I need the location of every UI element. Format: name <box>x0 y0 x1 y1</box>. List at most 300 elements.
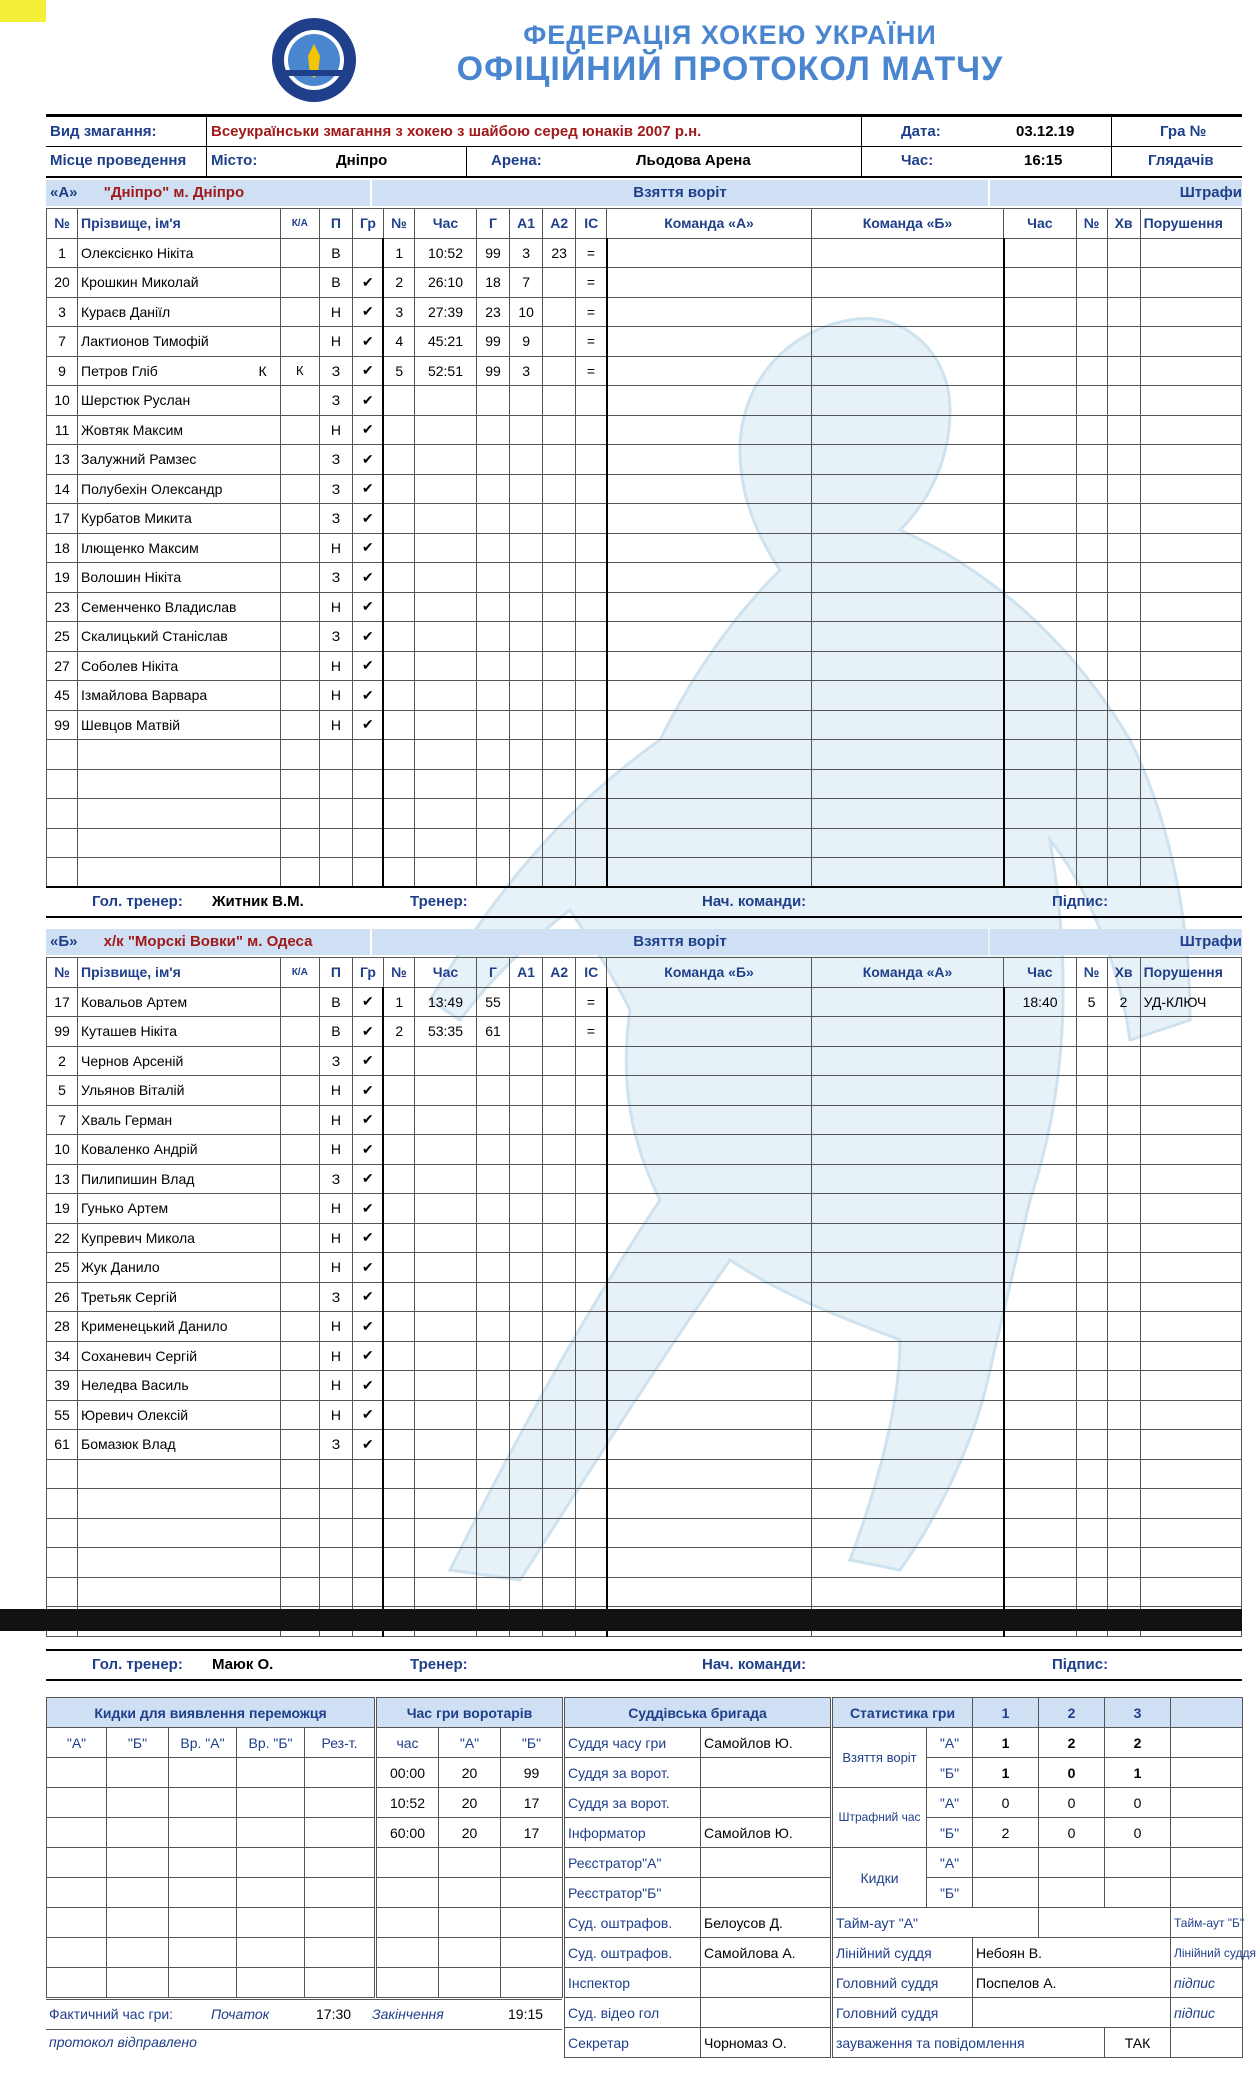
goal-time <box>414 710 476 740</box>
goal-time <box>414 1312 476 1342</box>
penalty-minutes <box>1107 740 1140 770</box>
goal-time <box>414 1194 476 1224</box>
goal-scorer <box>476 1076 509 1106</box>
penalty-player <box>1076 740 1107 770</box>
table-row <box>47 1282 1242 1312</box>
player-name <box>78 1577 281 1607</box>
penalty-player <box>1076 799 1107 829</box>
player-name: Ульянов Віталій <box>78 1076 281 1106</box>
goal-assist-2 <box>543 504 576 534</box>
goal-assist-1 <box>510 1105 543 1135</box>
player-played: ✔ <box>352 415 383 445</box>
goal-situation <box>576 504 607 534</box>
goal-scorer <box>476 858 509 888</box>
goal-assist-1 <box>510 1518 543 1548</box>
shootout-cell <box>169 1818 237 1848</box>
time-value: 16:15 <box>1024 152 1063 169</box>
player-played: ✔ <box>352 987 383 1017</box>
player-ka <box>280 445 319 475</box>
line-judge-label-2: Лінійний суддя <box>1171 1938 1243 1968</box>
player-played: ✔ <box>352 592 383 622</box>
goal-scorer: 18 <box>476 268 509 298</box>
player-number: 17 <box>47 504 78 534</box>
player-name: Полубехін Олександр <box>78 474 281 504</box>
penalty-player <box>1076 651 1107 681</box>
penalty-violation <box>1140 445 1241 475</box>
player-played <box>352 858 383 888</box>
player-played <box>352 1548 383 1578</box>
referee-name: Белоусов Д. <box>701 1908 831 1938</box>
penalty-player <box>1076 563 1107 593</box>
city-value: Дніпро <box>336 152 388 169</box>
player-ka <box>280 1341 319 1371</box>
col-g: Г <box>476 209 509 239</box>
penalty-minutes <box>1107 1400 1140 1430</box>
player-ka <box>280 533 319 563</box>
referee-role: Реєстратор"А" <box>565 1848 701 1878</box>
player-name: Юревич Олексій <box>78 1400 281 1430</box>
player-position: Н <box>319 533 352 563</box>
goal-assist-1 <box>510 415 543 445</box>
team-b-cell <box>811 415 1003 445</box>
player-played: ✔ <box>352 1194 383 1224</box>
player-position: Н <box>319 1341 352 1371</box>
goal-number <box>383 533 414 563</box>
goal-time <box>414 1164 476 1194</box>
team-a-name: "Дніпро" м. Дніпро <box>103 184 245 201</box>
penalty-violation <box>1140 1282 1241 1312</box>
table-row <box>47 1938 375 1968</box>
goal-assist-2 <box>543 1223 576 1253</box>
arena-label: Арена: <box>491 152 542 169</box>
time-label: Час: <box>901 152 934 169</box>
penalty-minutes <box>1107 1371 1140 1401</box>
penalty-time <box>1004 1341 1076 1371</box>
player-position: З <box>319 1282 352 1312</box>
goal-number <box>383 1253 414 1283</box>
player-position: Н <box>319 1312 352 1342</box>
col-a2: А2 <box>543 209 576 239</box>
team-b-cell <box>811 710 1003 740</box>
table-row <box>47 1223 1242 1253</box>
goal-situation <box>576 710 607 740</box>
goal-scorer <box>476 1400 509 1430</box>
shootout-cell <box>107 1878 169 1908</box>
player-played: ✔ <box>352 1341 383 1371</box>
team-a-sign-label: Підпис: <box>1052 893 1109 910</box>
team-b-section <box>46 929 1242 1673</box>
table-row <box>47 268 1242 298</box>
player-name: Пилипишин Влад <box>78 1164 281 1194</box>
penalty-player <box>1076 297 1107 327</box>
team-b-name: х/к "Морскі Вовки" м. Одеса <box>103 933 313 950</box>
goal-assist-1: 7 <box>510 268 543 298</box>
penalty-time <box>1004 327 1076 357</box>
gk-time: 00:00 <box>377 1758 439 1788</box>
gk-header <box>377 1728 563 1758</box>
table-row <box>47 740 1242 770</box>
penalty-player <box>1076 1223 1107 1253</box>
goal-scorer <box>476 1489 509 1519</box>
goal-number: 3 <box>383 297 414 327</box>
shootout-cell <box>305 1818 375 1848</box>
goal-time <box>414 1282 476 1312</box>
goal-time <box>414 533 476 563</box>
player-played: ✔ <box>352 445 383 475</box>
table-row <box>47 592 1242 622</box>
penalty-player <box>1076 386 1107 416</box>
team-b-cell <box>811 592 1003 622</box>
goal-number <box>383 828 414 858</box>
gk-b <box>501 1878 563 1908</box>
shootout-cell <box>237 1758 305 1788</box>
goal-scorer <box>476 1253 509 1283</box>
team-a-cell <box>607 1194 812 1224</box>
table-row <box>565 1968 831 1998</box>
table-row <box>565 1938 831 1968</box>
pen-a-p1: 0 <box>973 1788 1039 1818</box>
team-a-cell <box>607 415 812 445</box>
player-name <box>78 1518 281 1548</box>
end-time: 19:15 <box>508 2006 544 2022</box>
player-ka <box>280 622 319 652</box>
head-judge-name: Поспелов А. <box>973 1968 1171 1998</box>
penalty-violation <box>1140 1371 1241 1401</box>
player-played: ✔ <box>352 1017 383 1047</box>
team-a-cell <box>607 1076 812 1106</box>
table-row <box>47 651 1242 681</box>
player-name: Крименецький Данило <box>78 1312 281 1342</box>
player-played: ✔ <box>352 533 383 563</box>
penalty-time <box>1004 238 1076 268</box>
penalty-player <box>1076 1371 1107 1401</box>
gk-b <box>501 1848 563 1878</box>
player-played: ✔ <box>352 474 383 504</box>
shootout-cell <box>305 1908 375 1938</box>
penalty-violation <box>1140 415 1241 445</box>
player-position: В <box>319 268 352 298</box>
player-played: ✔ <box>352 1430 383 1460</box>
goal-time <box>414 651 476 681</box>
team-a-cell <box>607 1017 812 1047</box>
referee-name <box>701 1998 831 2028</box>
goal-assist-1 <box>510 1312 543 1342</box>
player-played: ✔ <box>352 356 383 386</box>
table-row <box>47 1968 375 1998</box>
player-ka <box>280 1518 319 1548</box>
stats-title: Статистика гри <box>833 1698 973 1728</box>
table-row <box>47 1076 1242 1106</box>
shootout-cell <box>107 1788 169 1818</box>
gk-time: 60:00 <box>377 1818 439 1848</box>
referee-role: Суд. відео гол <box>565 1998 701 2028</box>
goal-time: 53:35 <box>414 1017 476 1047</box>
player-ka <box>280 1076 319 1106</box>
team-b-coach-label: Гол. тренер: <box>92 1656 183 1673</box>
col-violation: Порушення <box>1140 209 1241 239</box>
penalty-violation <box>1140 1400 1241 1430</box>
penalty-time <box>1004 1489 1076 1519</box>
stats-b-label: "Б" <box>927 1818 973 1848</box>
end-label: Закінчення <box>372 2006 444 2022</box>
pen-b-p2: 0 <box>1039 1818 1105 1848</box>
player-played: ✔ <box>352 1312 383 1342</box>
team-a-cell <box>607 1341 812 1371</box>
team-b-cell <box>811 297 1003 327</box>
player-position: В <box>319 238 352 268</box>
gk-time <box>377 1908 439 1938</box>
penalty-player <box>1076 622 1107 652</box>
penalty-player <box>1076 769 1107 799</box>
team-b-cell <box>811 858 1003 888</box>
player-position <box>319 1459 352 1489</box>
goal-situation <box>576 592 607 622</box>
goal-time <box>414 1577 476 1607</box>
player-played: ✔ <box>352 504 383 534</box>
team-a-cell <box>607 474 812 504</box>
player-number: 7 <box>47 1105 78 1135</box>
penalty-violation <box>1140 1341 1241 1371</box>
goal-situation: = <box>576 356 607 386</box>
col-p: П <box>319 958 352 988</box>
player-name <box>78 1459 281 1489</box>
goal-assist-1 <box>510 769 543 799</box>
goal-number <box>383 1312 414 1342</box>
goalkeeper-time-table <box>376 1697 563 1998</box>
player-position <box>319 1548 352 1578</box>
player-ka <box>280 1105 319 1135</box>
shootout-cell <box>47 1758 107 1788</box>
goal-assist-2 <box>543 386 576 416</box>
penalty-violation <box>1140 474 1241 504</box>
player-name: Ковальов Артем <box>78 987 281 1017</box>
table-row <box>47 1818 375 1848</box>
player-position: З <box>319 386 352 416</box>
team-b-cell <box>811 238 1003 268</box>
player-name: Крошкин Миколай <box>78 268 281 298</box>
penalty-time <box>1004 386 1076 416</box>
penalty-minutes <box>1107 1577 1140 1607</box>
penalty-player <box>1076 710 1107 740</box>
player-played: ✔ <box>352 1253 383 1283</box>
player-name: Жовтяк Максим <box>78 415 281 445</box>
goal-scorer <box>476 1548 509 1578</box>
player-played: ✔ <box>352 1076 383 1106</box>
table-row <box>47 1400 1242 1430</box>
team-b-cell <box>811 268 1003 298</box>
referee-name: Чорномаз О. <box>701 2028 831 2058</box>
player-name: Шевцов Матвій <box>78 710 281 740</box>
referee-name <box>701 1848 831 1878</box>
table-row <box>47 297 1242 327</box>
goal-time <box>414 1076 476 1106</box>
player-name: Залужний Рамзес <box>78 445 281 475</box>
player-position: Н <box>319 1194 352 1224</box>
player-ka <box>280 1400 319 1430</box>
stats-b-label: "Б" <box>927 1758 973 1788</box>
gk-a: 20 <box>439 1788 501 1818</box>
player-name: Неледва Василь <box>78 1371 281 1401</box>
goal-assist-1 <box>510 622 543 652</box>
table-row <box>47 1017 1242 1047</box>
player-position: Н <box>319 327 352 357</box>
team-a-cell <box>607 1312 812 1342</box>
goal-time <box>414 1046 476 1076</box>
player-position: Н <box>319 1105 352 1135</box>
player-number: 3 <box>47 297 78 327</box>
goal-situation <box>576 1400 607 1430</box>
col-pen-min: Хв <box>1107 958 1140 988</box>
player-position: Н <box>319 1223 352 1253</box>
goal-number <box>383 858 414 888</box>
goal-assist-1 <box>510 1489 543 1519</box>
table-row <box>47 238 1242 268</box>
penalty-time <box>1004 1046 1076 1076</box>
col-p: П <box>319 209 352 239</box>
shootout-cell <box>47 1848 107 1878</box>
player-number: 2 <box>47 1046 78 1076</box>
goal-number <box>383 1135 414 1165</box>
col-goal-no: № <box>383 209 414 239</box>
player-ka <box>280 1223 319 1253</box>
goal-assist-2 <box>543 533 576 563</box>
goal-time <box>414 828 476 858</box>
penalty-player <box>1076 1135 1107 1165</box>
player-number: 34 <box>47 1341 78 1371</box>
player-name: Чернов Арсеній <box>78 1046 281 1076</box>
goal-number <box>383 474 414 504</box>
penalty-time <box>1004 1400 1076 1430</box>
gk-time <box>377 1848 439 1878</box>
gk-col-2: "Б" <box>501 1728 563 1758</box>
penalty-time <box>1004 769 1076 799</box>
goal-scorer <box>476 1282 509 1312</box>
shootout-cell <box>47 1818 107 1848</box>
penalty-player <box>1076 1489 1107 1519</box>
goal-situation <box>576 1430 607 1460</box>
player-position: З <box>319 474 352 504</box>
penalty-player <box>1076 1164 1107 1194</box>
col-gr: Гр <box>352 209 383 239</box>
team-b-penalty-title: Штрафи <box>990 929 1242 955</box>
player-name: Куташев Нікіта <box>78 1017 281 1047</box>
penalty-player <box>1076 1076 1107 1106</box>
penalty-violation <box>1140 828 1241 858</box>
team-b-cell <box>811 651 1003 681</box>
goal-number <box>383 1046 414 1076</box>
penalty-violation <box>1140 533 1241 563</box>
table-row <box>47 533 1242 563</box>
player-position: З <box>319 1430 352 1460</box>
team-b-cell <box>811 1548 1003 1578</box>
player-position: Н <box>319 1253 352 1283</box>
penalty-minutes <box>1107 504 1140 534</box>
goal-scorer <box>476 1223 509 1253</box>
team-b-cell <box>811 1459 1003 1489</box>
player-played <box>352 740 383 770</box>
table-row <box>47 1253 1242 1283</box>
goal-number: 2 <box>383 268 414 298</box>
shootout-cell <box>47 1788 107 1818</box>
team-b-cell <box>811 533 1003 563</box>
referee-role: Інспектор <box>565 1968 701 1998</box>
player-ka <box>280 1135 319 1165</box>
col-violation: Порушення <box>1140 958 1241 988</box>
goal-time <box>414 1105 476 1135</box>
player-position <box>319 799 352 829</box>
player-position: Н <box>319 681 352 711</box>
timeout-a: Тайм-аут "А" <box>833 1908 1039 1938</box>
goal-assist-2 <box>543 474 576 504</box>
table-row <box>47 1105 1242 1135</box>
player-name: Хваль Герман <box>78 1105 281 1135</box>
shootout-table <box>46 1697 375 1998</box>
gk-time <box>377 1968 439 1998</box>
goal-assist-1 <box>510 710 543 740</box>
gk-a <box>439 1848 501 1878</box>
penalty-time <box>1004 1135 1076 1165</box>
goal-assist-1 <box>510 858 543 888</box>
gk-col-1: "А" <box>439 1728 501 1758</box>
goal-situation <box>576 474 607 504</box>
player-number: 5 <box>47 1076 78 1106</box>
goal-scorer <box>476 1518 509 1548</box>
goal-assist-1: 10 <box>510 297 543 327</box>
match-info <box>46 114 1242 178</box>
team-b-cell <box>811 1253 1003 1283</box>
referees-table <box>564 1697 831 2058</box>
player-number <box>47 828 78 858</box>
goal-situation <box>576 1105 607 1135</box>
table-row <box>47 1312 1242 1342</box>
goal-assist-1 <box>510 1017 543 1047</box>
team-b-cell <box>811 740 1003 770</box>
penalty-minutes <box>1107 858 1140 888</box>
player-number: 45 <box>47 681 78 711</box>
col-pen-time: Час <box>1004 958 1076 988</box>
table-row <box>47 563 1242 593</box>
team-b-cell <box>811 504 1003 534</box>
player-name: Ізмайлова Варвара <box>78 681 281 711</box>
penalty-violation <box>1140 1518 1241 1548</box>
player-played: ✔ <box>352 1282 383 1312</box>
goal-assist-2 <box>543 1371 576 1401</box>
player-ka: К <box>280 356 319 386</box>
table-row <box>47 769 1242 799</box>
penalty-player <box>1076 1341 1107 1371</box>
player-name <box>78 356 281 386</box>
player-number <box>47 769 78 799</box>
pen-b-p3: 0 <box>1105 1818 1171 1848</box>
goal-time: 10:52 <box>414 238 476 268</box>
penalty-minutes <box>1107 297 1140 327</box>
goal-assist-1 <box>510 563 543 593</box>
penalty-time <box>1004 1577 1076 1607</box>
player-number: 7 <box>47 327 78 357</box>
penalty-time <box>1004 1282 1076 1312</box>
shootout-cell <box>305 1758 375 1788</box>
goal-assist-1 <box>510 1253 543 1283</box>
player-ka <box>280 238 319 268</box>
penalty-minutes <box>1107 238 1140 268</box>
team-b-cell <box>811 1430 1003 1460</box>
penalty-player <box>1076 268 1107 298</box>
date-label: Дата: <box>901 123 941 140</box>
penalty-player <box>1076 1194 1107 1224</box>
shootout-cell <box>237 1968 305 1998</box>
player-played: ✔ <box>352 386 383 416</box>
table-row <box>377 1848 563 1878</box>
